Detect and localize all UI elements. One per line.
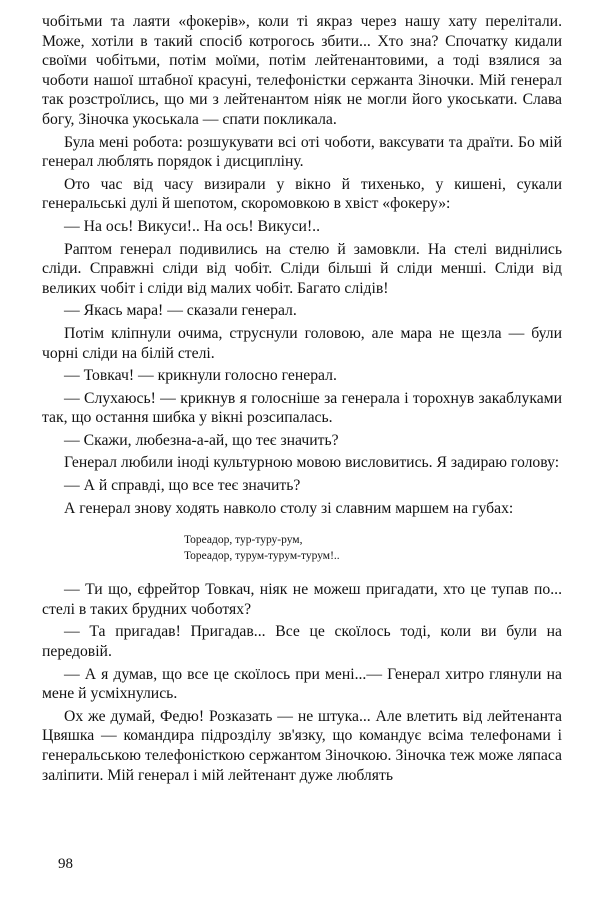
dialogue-line: — Товкач! — крикнули голосно генерал. [64, 367, 337, 385]
paragraph: Ото час від часу визирали у вікно й тихенько, у кишені, сукали генеральські дулі й шепотом, скоромовкою в хвіст «фокеру»: [42, 175, 562, 213]
paragraph: чобітьми та лаяти «фокерів», коли ті якраз через нашу хату перелітали. Може, хотіли в такий спосіб котрогось збити... Хто зна? Спочатку кидали своїми чобітьми, потім моїми, потім лейтенантовими, а тоді взялися за чоботи нашої штабної красуні, телефоністки сержанта Зіночки. Мій генерал так розстроїлись, що ми з лейтенантом ніяк не могли його укоськати. Слава богу, Зіночка укоськала — спати покликала. [42, 13, 562, 128]
dialogue-line: — А я думав, що все це скоїлось при мені...— Генерал хитро глянули на мене й усміхнулись. [42, 665, 562, 703]
paragraph: Ох же думай, Федю! Розказать — не штука... Але влетить від лейтенанта Цвяшка — командира підрозділу зв'язку, що командує всіма телефонами і генеральською телефоністкою сержантом Зіночкою. Зіночка теж може ляпаса заліпити. Мій генерал і мій лейтенант дуже люблять [42, 707, 562, 784]
dialogue-line: — На ось! Викуси!.. На ось! Викуси!.. [64, 217, 321, 235]
paragraph: Генерал любили іноді культурною мовою висловитись. Я задираю голову: [64, 454, 560, 472]
page-text-block [42, 12, 562, 788]
paragraph: Потім кліпнули очима, струснули головою, але мара не щезла — були чорні сліди на білій стелі. [42, 324, 562, 362]
song-verse [184, 532, 562, 564]
dialogue-line: — Ти що, єфрейтор Товкач, ніяк не можеш пригадати, хто це тупав по... стелі в таких брудних чоботях? [42, 581, 562, 618]
verse-line: Тореадор, турум-турум-турум!.. [184, 550, 340, 563]
dialogue-line: — Якась мара! — сказали генерал. [64, 302, 297, 320]
dialogue-line: — Слухаюсь! — крикнув я голосніше за генерала і торохнув закаблуками так, що остання шибка у вікні розсипалась. [42, 389, 562, 427]
dialogue-line: — Скажи, любезна-а-ай, що теє значить? [64, 431, 339, 449]
dialogue-line: — Та пригадав! Пригадав... Все це скоїлось тоді, коли ви були на передовій. [42, 623, 562, 661]
verse-line: Тореадор, тур-туру-рум, [184, 534, 303, 547]
dialogue-line: — А й справді, що все теє значить? [64, 477, 301, 495]
paragraph: А генерал знову ходять навколо столу зі славним маршем на губах: [64, 499, 514, 517]
paragraph: Раптом генерал подивились на стелю й замовкли. На стелі виднілись сліди. Справжні сліди від чобіт. Сліди більші й сліди менші. Сліди від великих чобіт і сліди від малих чобіт. Багато слідів! [42, 240, 562, 297]
page-number: 98 [58, 856, 73, 872]
paragraph: Була мені робота: розшукувати всі оті чоботи, ваксувати та драїти. Бо мій генерал люблять порядок і дисципліну. [42, 133, 562, 171]
